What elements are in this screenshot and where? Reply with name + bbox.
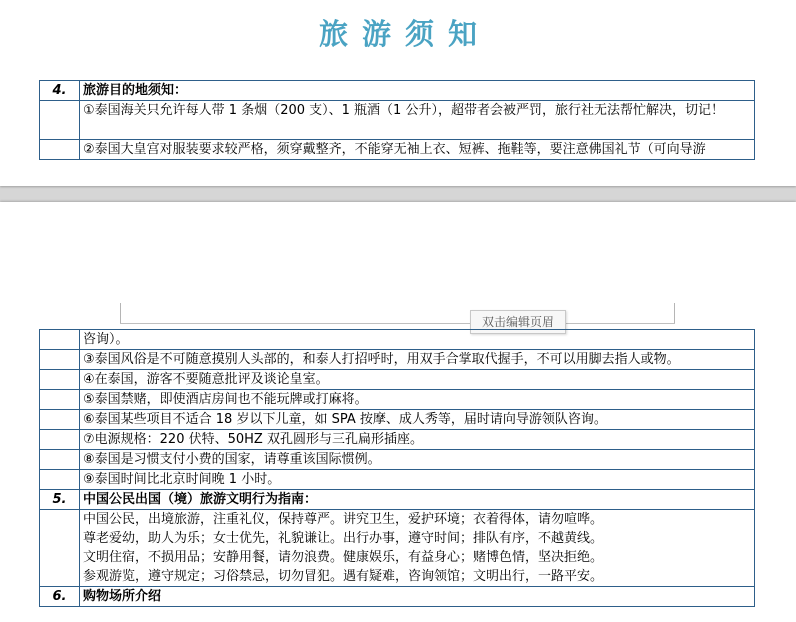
table-row (40, 430, 755, 450)
notice-item: ⑨泰国时间比北京时间晚 1 小时。 (80, 470, 755, 490)
empty-cell (40, 350, 80, 370)
empty-cell (40, 450, 80, 470)
empty-cell (40, 101, 80, 140)
notice-item: ③泰国风俗是不可随意摸别人头部的，和泰人打招呼时，用双手合掌取代握手，不可以用脚去指人或物。 (80, 350, 755, 370)
empty-cell (40, 510, 80, 587)
section-number: 6. (40, 587, 80, 607)
table-row (40, 81, 755, 101)
table-row (40, 410, 755, 430)
table-row (40, 350, 755, 370)
notice-table-page1 (39, 80, 755, 160)
table-row (40, 370, 755, 390)
margin-corner-left (120, 303, 121, 323)
section-heading: 中国公民出国（境）旅游文明行为指南： (80, 490, 755, 510)
notice-item: 咨询）。 (80, 330, 755, 350)
notice-table-page2 (39, 329, 755, 607)
guideline-line: 文明住宿，不损用品；安静用餐，请勿浪费。健康娱乐，有益身心；赌博色情，坚决拒绝。 (83, 550, 604, 565)
document-page-1[interactable] (0, 0, 796, 186)
table-row (40, 390, 755, 410)
empty-cell (40, 390, 80, 410)
empty-cell (40, 430, 80, 450)
empty-cell (40, 470, 80, 490)
section-number: 5. (40, 490, 80, 510)
guideline-line: 中国公民，出境旅游，注重礼仪，保持尊严。讲究卫生，爱护环境；衣着得体，请勿喧哗。 (83, 512, 604, 527)
notice-item: ⑦电源规格：220 伏特、50HZ 双孔圆形与三孔扁形插座。 (80, 430, 755, 450)
guideline-line: 尊老爱幼，助人为乐；女士优先，礼貌谦让。出行办事，遵守时间；排队有序，不越黄线。 (83, 531, 604, 546)
guideline-line: 参观游览，遵守规定；习俗禁忌，切勿冒犯。遇有疑难，咨询领馆；文明出行，一路平安。 (83, 569, 604, 584)
table-row (40, 470, 755, 490)
table-row (40, 587, 755, 607)
section-number: 4. (40, 81, 80, 101)
section-heading: 旅游目的地须知： (80, 81, 755, 101)
section-heading: 购物场所介绍 (80, 587, 755, 607)
table-row (40, 510, 755, 587)
empty-cell (40, 140, 80, 160)
document-page-2[interactable] (0, 202, 796, 622)
notice-item: ①泰国海关只允许每人带 1 条烟（200 支）、1 瓶酒（1 公升），超带者会被严罚，旅行社无法帮忙解决，切记！ (80, 101, 755, 140)
table-row (40, 140, 755, 160)
margin-corner-right (674, 303, 675, 323)
empty-cell (40, 410, 80, 430)
table-row (40, 490, 755, 510)
table-row (40, 330, 755, 350)
table-row (40, 450, 755, 470)
notice-item: ⑥泰国某些项目不适合 18 岁以下儿童，如 SPA 按摩、成人秀等，届时请向导游领队咨询。 (80, 410, 755, 430)
notice-item: ⑤泰国禁赌，即使酒店房间也不能玩牌或打麻将。 (80, 390, 755, 410)
notice-item: ⑧泰国是习惯支付小费的国家，请尊重该国际惯例。 (80, 450, 755, 470)
notice-item: ④在泰国，游客不要随意批评及谈论皇室。 (80, 370, 755, 390)
header-divider (120, 323, 675, 324)
edit-header-tooltip[interactable]: 双击编辑页眉 (470, 310, 566, 334)
guideline-block (80, 510, 755, 587)
empty-cell (40, 330, 80, 350)
empty-cell (40, 370, 80, 390)
notice-item: ②泰国大皇宫对服装要求较严格，须穿戴整齐，不能穿无袖上衣、短裤、拖鞋等，要注意佛国礼节（可向导游 (80, 140, 755, 160)
document-title: 旅游须知 (318, 17, 491, 51)
table-row (40, 101, 755, 140)
